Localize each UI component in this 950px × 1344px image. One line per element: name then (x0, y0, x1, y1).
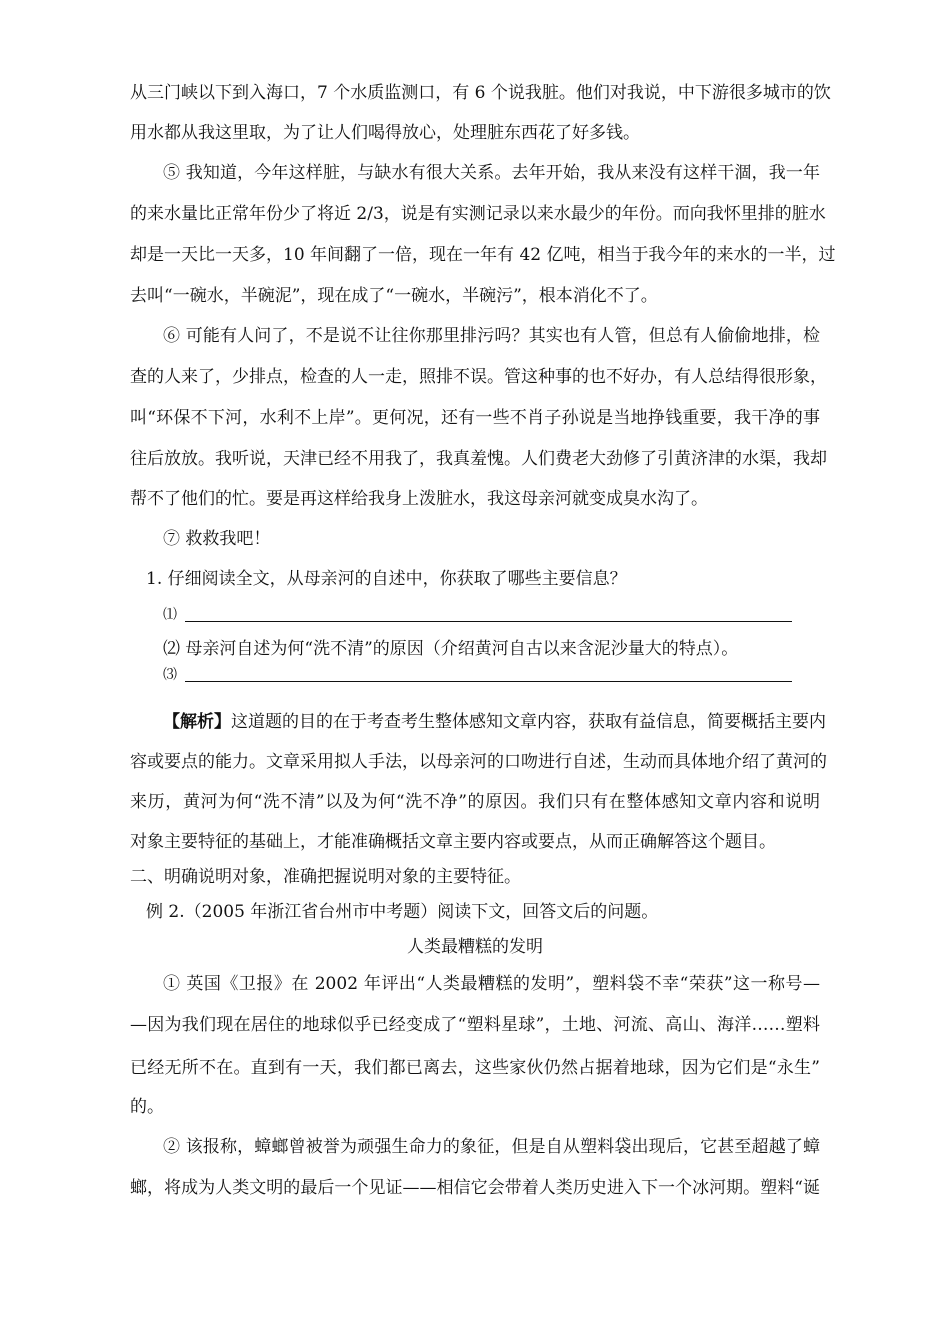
analysis-tag: 【解析】 (163, 712, 231, 732)
question-1-stem: 1. 仔细阅读全文，从母亲河的自述中，你获取了哪些主要信息？ (146, 569, 627, 589)
analysis-line (163, 711, 826, 733)
article-paragraph-2-line: ② 该报称，蟑螂曾被誉为顽强生命力的象征，但是自从塑料袋出现后，它甚至超越了蟑 (163, 1137, 820, 1157)
paragraph-5-line: ⑤ 我知道，今年这样脏，与缺水有很大关系。去年开始，我从来没有这样干涸，我一年 (163, 163, 820, 183)
text-line: 叫“环保不下河，水利不上岸”。更何况，还有一些不肖子孙说是当地挣钱重要，我干净的事 (130, 408, 820, 428)
answer-1-blank[interactable] (185, 621, 792, 622)
text-line: 帮不了他们的忙。要是再这样给我身上泼脏水，我这母亲河就变成臭水沟了。 (130, 489, 708, 509)
paragraph-6-line: ⑥ 可能有人问了，不是说不让往你那里排污吗？其实也有人管，但总有人偷偷地排，检 (163, 326, 820, 346)
text-line: 用水都从我这里取，为了让人们喝得放心，处理脏东西花了好多钱。 (130, 123, 640, 143)
answer-1-label: ⑴ (163, 607, 177, 623)
paragraph-7: ⑦ 救救我吧！ (163, 529, 271, 549)
answer-2: ⑵ 母亲河自述为何“洗不清”的原因（介绍黄河自古以来含泥沙量大的特点）。 (163, 639, 739, 659)
answer-3-blank[interactable] (185, 681, 792, 682)
text-line: 来历，黄河为何“洗不清”以及为何“洗不净”的原因。我们只有在整体感知文章内容和说明 (130, 792, 820, 812)
text-line: 的。 (130, 1097, 164, 1117)
text-line: 容或要点的能力。文章采用拟人手法，以母亲河的口吻进行自述，生动而具体地介绍了黄河的 (130, 752, 827, 772)
text-line: —因为我们现在居住的地球似乎已经变成了“塑料星球”，土地、河流、高山、海洋……塑料 (130, 1015, 820, 1035)
text-line: 去叫“一碗水，半碗泥”，现在成了“一碗水，半碗污”，根本消化不了。 (130, 286, 658, 306)
text-line: 从三门峡以下到入海口，7 个水质监测口，有 6 个说我脏。他们对我说，中下游很多城市的饮 (130, 83, 831, 103)
text-line: 的来水量比正常年份少了将近 2/3，说是有实测记录以来水最少的年份。而向我怀里排的脏水 (130, 204, 826, 224)
text-line: 却是一天比一天多，10 年间翻了一倍，现在一年有 42 亿吨，相当于我今年的来水的一半，过 (130, 245, 836, 265)
text-line: 螂，将成为人类文明的最后一个见证——相信它会带着人类历史进入下一个冰河期。塑料“诞 (130, 1178, 820, 1198)
article-title: 人类最糟糕的发明 (407, 937, 543, 957)
text-line: 对象主要特征的基础上，才能准确概括文章主要内容或要点，从而正确解答这个题目。 (130, 832, 776, 852)
text-line: 往后放放。我听说，天津已经不用我了，我真羞愧。人们费老大劲修了引黄济津的水渠，我却 (130, 449, 827, 469)
answer-3-label: ⑶ (163, 667, 177, 683)
section-heading: 二、明确说明对象，准确把握说明对象的主要特征。 (130, 867, 521, 887)
example-heading: 例 2.（2005 年浙江省台州市中考题）阅读下文，回答文后的问题。 (146, 902, 659, 922)
article-paragraph-1-line: ① 英国《卫报》在 2002 年评出“人类最糟糕的发明”，塑料袋不幸“荣获”这一称号— (163, 974, 820, 994)
analysis-text: 这道题的目的在于考查考生整体感知文章内容，获取有益信息，简要概括主要内 (231, 712, 826, 732)
text-line: 查的人来了，少排点，检查的人一走，照排不误。管这种事的也不好办，有人总结得很形象， (130, 367, 827, 387)
text-line: 已经无所不在。直到有一天，我们都已离去，这些家伙仍然占据着地球，因为它们是“永生” (130, 1058, 820, 1078)
